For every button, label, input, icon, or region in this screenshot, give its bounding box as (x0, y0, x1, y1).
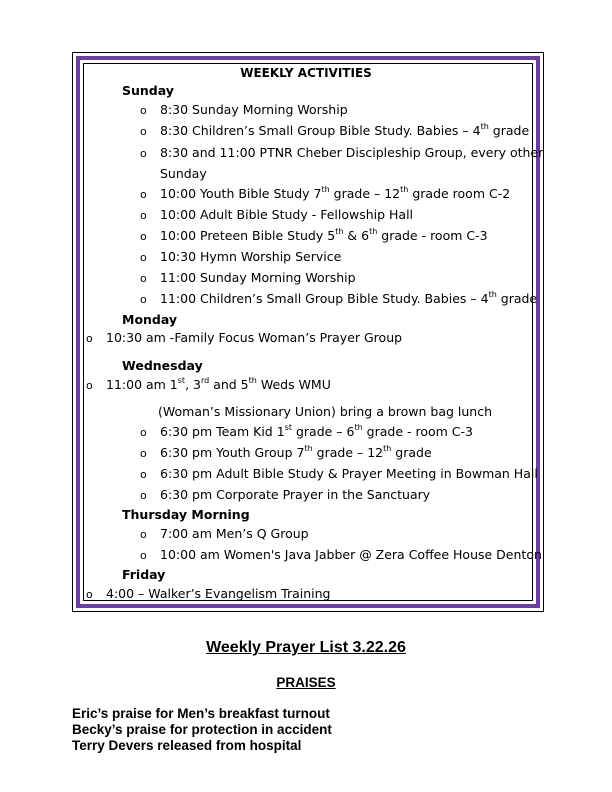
list-item: o 6:30 pm Youth Group 7th grade – 12th grade (140, 443, 432, 460)
praise-item: Eric’s praise for Men’s breakfast turnout (72, 706, 330, 721)
list-item: o 8:30 Children’s Small Group Bible Study. Babies – 4th grade (140, 121, 530, 138)
bullet-icon: o (140, 125, 147, 138)
bullet-icon: o (86, 379, 93, 392)
list-item: o 8:30 and 11:00 PTNR Cheber Discipleship Group, every other (140, 145, 544, 160)
bullet-icon: o (140, 147, 147, 160)
list-item: o 11:00 am 1st, 3rd and 5th Weds WMU (86, 375, 331, 392)
list-item: o 11:00 Children’s Small Group Bible Study. Babies – 4th grade (140, 289, 538, 306)
bullet-icon: o (140, 468, 147, 481)
list-item: o 10:00 Preteen Bible Study 5th & 6th grade - room C-3 (140, 226, 488, 243)
activities-title: WEEKLY ACTIVITIES (240, 66, 372, 80)
bullet-icon: o (140, 489, 147, 502)
list-item: o 6:30 pm Corporate Prayer in the Sanctuary (140, 487, 431, 502)
monday-heading: Monday (122, 312, 178, 327)
bullet-icon: o (140, 209, 147, 222)
bullet-icon: o (140, 528, 147, 541)
sunday-heading: Sunday (122, 83, 174, 98)
friday-heading: Friday (122, 567, 166, 582)
list-item: o 10:30 am -Family Focus Woman’s Prayer Group (86, 330, 403, 345)
list-item: o 6:30 pm Adult Bible Study & Prayer Meeting in Bowman Hall (140, 466, 538, 481)
bullet-icon: o (140, 188, 147, 201)
list-item: o 7:00 am Men’s Q Group (140, 526, 309, 541)
list-item: o 6:30 pm Team Kid 1st grade – 6th grade - room C-3 (140, 422, 473, 439)
list-item: o 10:00 Adult Bible Study - Fellowship Hall (140, 207, 414, 222)
praises-heading: PRAISES (276, 675, 336, 690)
bullet-icon: o (140, 549, 147, 562)
bullet-icon: o (86, 332, 93, 345)
list-item: o 10:00 Youth Bible Study 7th grade – 12th grade room C-2 (140, 184, 511, 201)
praise-item: Becky’s praise for protection in accident (72, 722, 332, 737)
bullet-icon: o (140, 447, 147, 460)
list-item: o 10:00 am Women's Java Jabber @ Zera Coffee House Denton (140, 547, 542, 562)
bullet-icon: o (140, 104, 147, 117)
praise-item: Terry Devers released from hospital (72, 738, 302, 753)
list-item: o 10:30 Hymn Worship Service (140, 249, 342, 264)
thursday-heading: Thursday Morning (122, 507, 250, 522)
list-item: o 8:30 Sunday Morning Worship (140, 102, 348, 117)
bullet-icon: o (140, 251, 147, 264)
bullet-icon: o (140, 426, 147, 439)
list-item: o 4:00 – Walker’s Evangelism Training (86, 586, 331, 601)
bullet-icon: o (140, 230, 147, 243)
list-item-continuation: Sunday (160, 166, 207, 181)
wednesday-heading: Wednesday (122, 358, 203, 373)
list-item: o 11:00 Sunday Morning Worship (140, 270, 356, 285)
prayer-list-title: Weekly Prayer List 3.22.26 (206, 639, 406, 656)
bullet-icon: o (140, 293, 147, 306)
list-item-continuation: (Woman’s Missionary Union) bring a brown bag lunch (158, 404, 493, 419)
bullet-icon: o (86, 588, 93, 601)
bullet-icon: o (140, 272, 147, 285)
